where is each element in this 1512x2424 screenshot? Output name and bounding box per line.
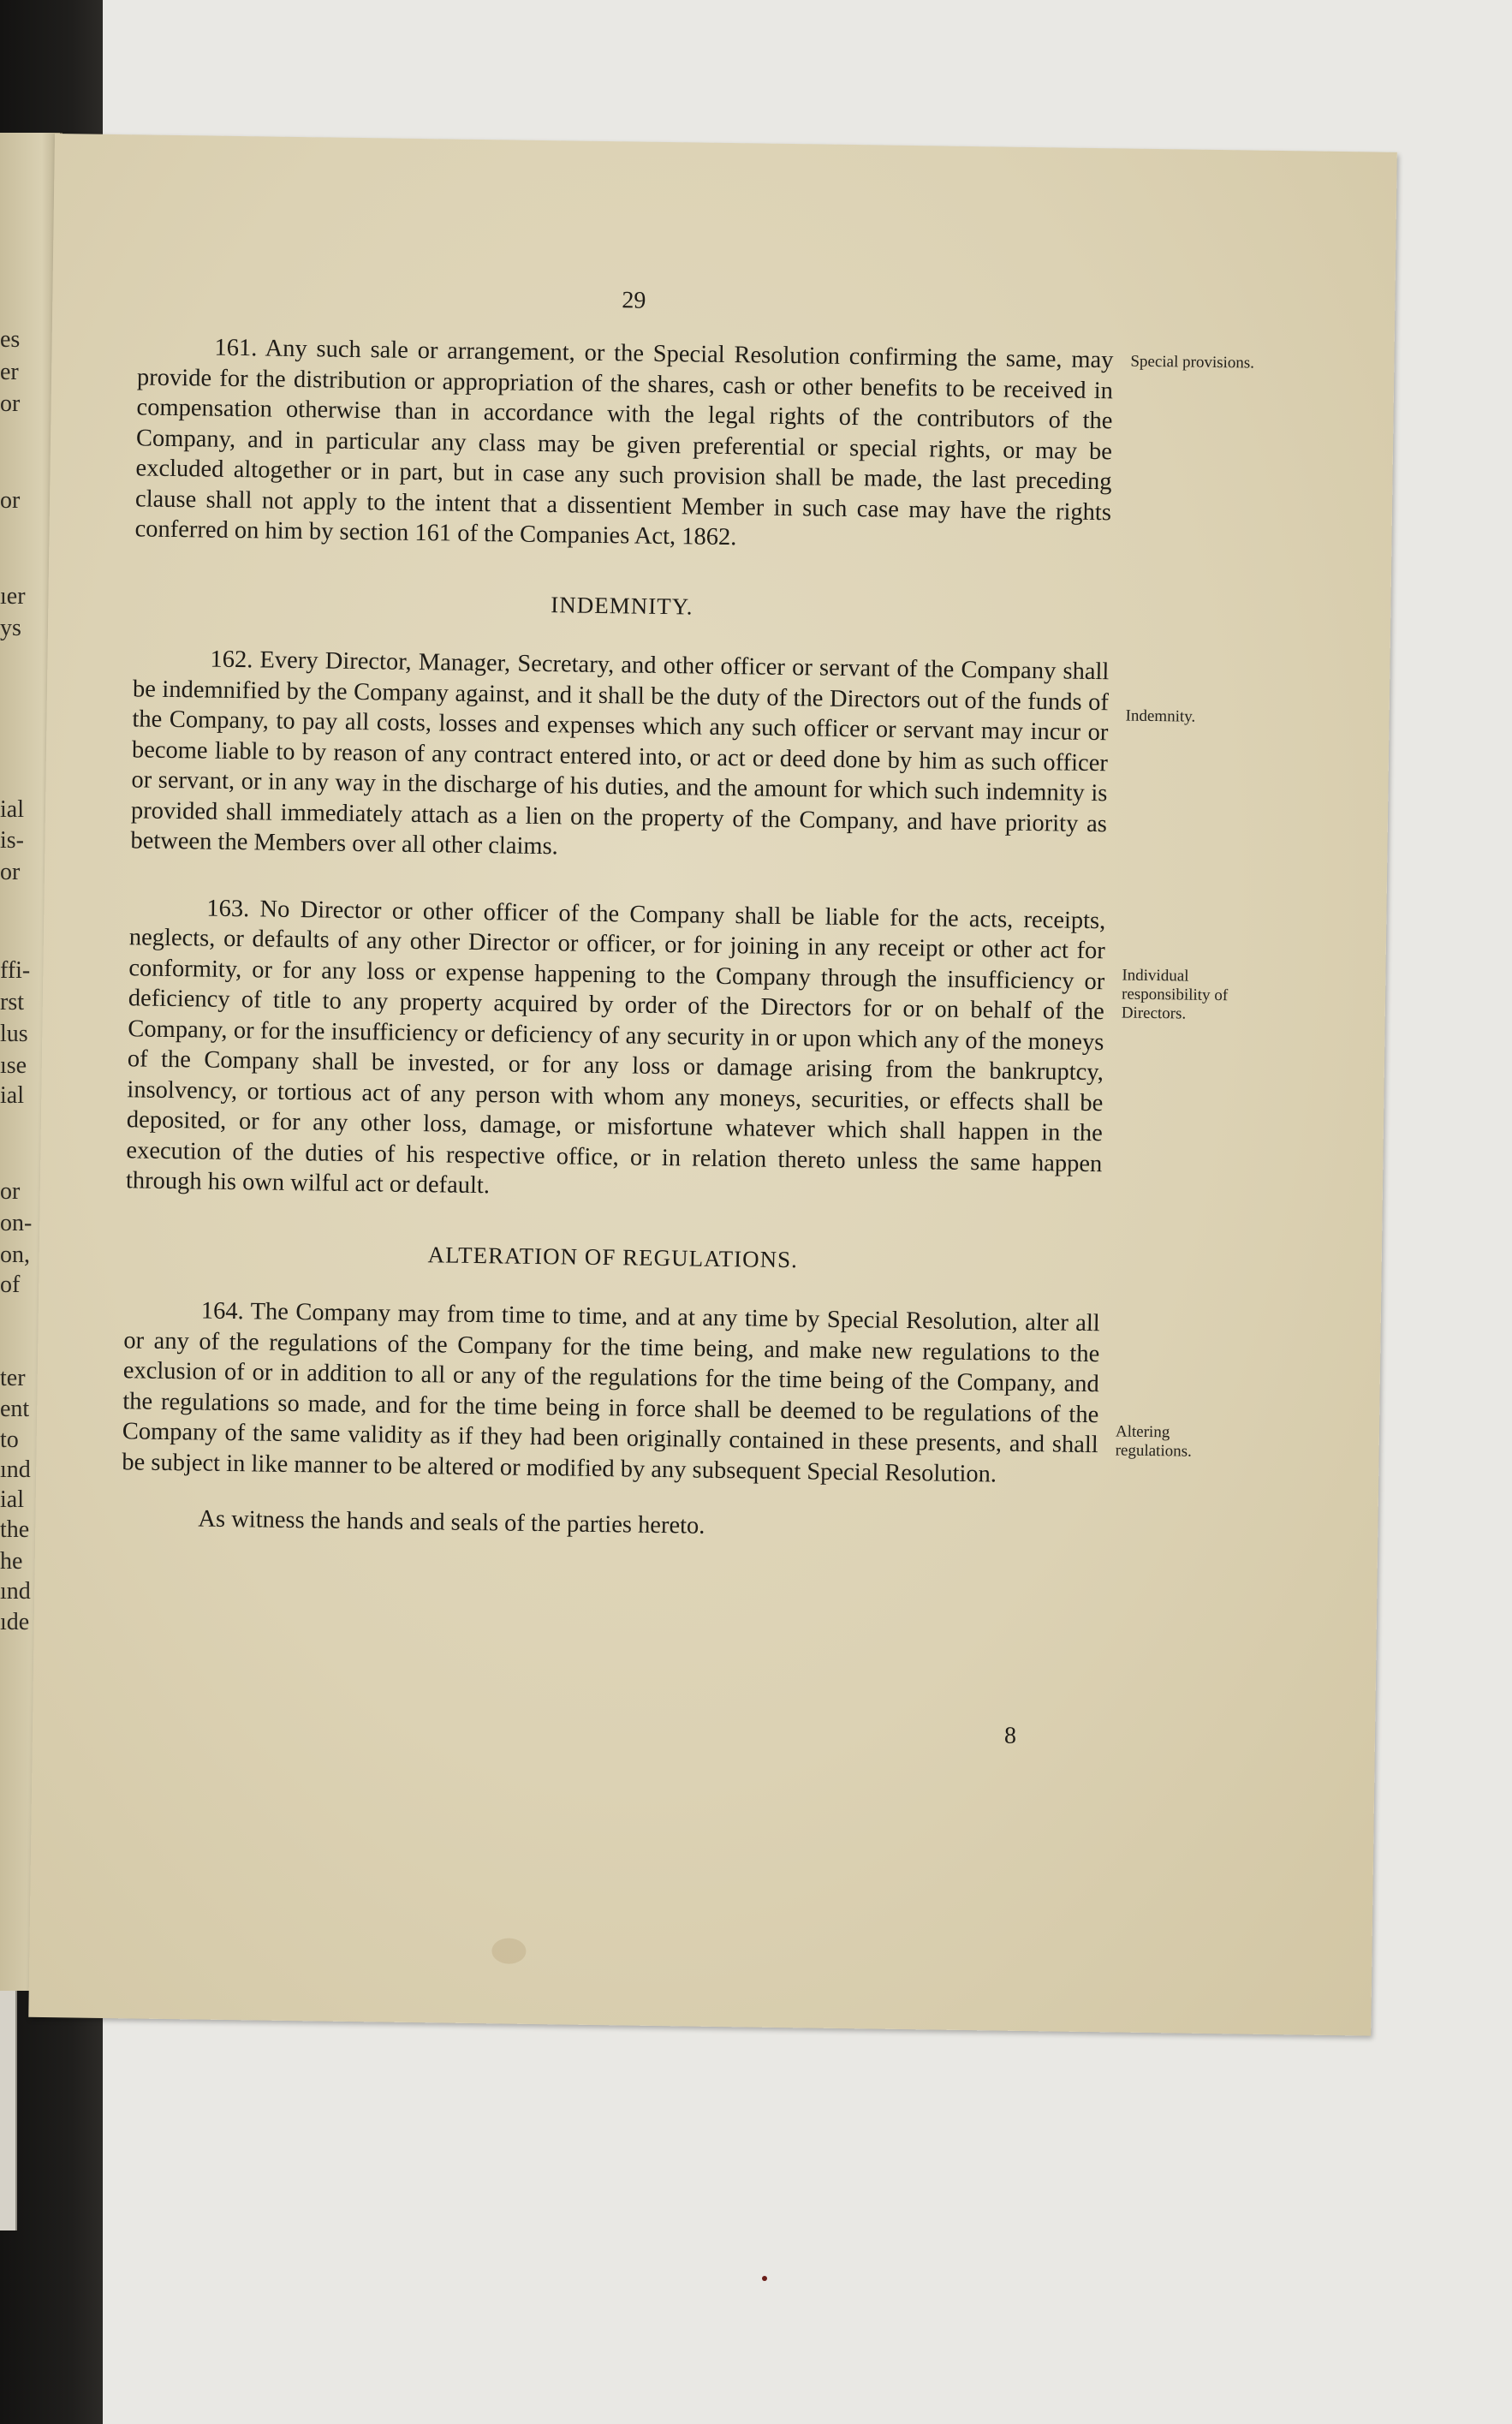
margin-fragment: ınd (0, 1580, 31, 1604)
clause-163: 163. No Director or other officer of the Company shall be liable for the acts, receipts, neglects, or defaults of any other Director or officer, or for joining in any receipt or other act for conformity, or for any loss or expense happening to the Company through the insufficiency or deficiency of title to any property acquired by order of the Directors for or on behalf of the Company, or for the insufficiency or deficiency of any security in or upon which any of the moneys of the Company shall be invested, or for any loss or damage arising from the bankruptcy, insolvency, or tortious act of any person with whom any moneys, securities, or effects shall be deposited, or for any other loss, damage, or misfortune whatever which shall happen in the execution of the duties of his respective office, or in relation thereto unless the same happen through his own wilful act or default. (125, 895, 1106, 1200)
margin-fragment: ent (0, 1397, 30, 1421)
margin-fragment: he (0, 1550, 23, 1574)
signature-mark: 8 (1003, 1722, 1017, 1749)
previous-page-lower-edge (0, 1991, 17, 2230)
margin-fragment: ıse (0, 1054, 27, 1078)
page-body (121, 331, 1113, 1546)
margin-fragment: to (0, 1428, 19, 1452)
margin-fragment: ınd (0, 1458, 31, 1482)
margin-fragment: er (0, 360, 19, 384)
margin-fragment: ial (0, 798, 24, 822)
margin-fragment: ial (0, 1488, 24, 1512)
margin-fragment: on- (0, 1212, 33, 1236)
document-page (28, 134, 1397, 2036)
margin-fragment: ıde (0, 1611, 30, 1635)
witness-line: As witness the hands and seals of the parties hereto. (198, 1505, 705, 1540)
clause-164: 164. The Company may from time to time, and at any time by Special Resolution, alter all or any of the regulations of the Company for the time being, and make new regulations to the exclusion of or in addition to all or any of the regulations for the time being of the Company, and the regulations so made, and for the time being in force shall be deemed to be regulations of the Company of the same validity as if they had been originally contained in these presents, and shall be subject in like manner to be altered or modified by any subsequent Special Resolution. (122, 1297, 1100, 1488)
margin-fragment: on, (0, 1243, 30, 1267)
margin-fragment: rst (0, 991, 24, 1015)
margin-fragment: or (0, 861, 21, 884)
margin-fragment: or (0, 392, 21, 416)
margin-fragment: ys (0, 616, 21, 640)
margin-fragment: ıer (0, 585, 26, 609)
scan-speck (762, 2276, 767, 2281)
section-heading-alteration: ALTERATION OF REGULATIONS. (427, 1241, 799, 1272)
section-heading-indemnity: INDEMNITY. (551, 591, 693, 619)
clause-161: 161. Any such sale or arrangement, or the Special Resolution confirming the same, may provide for the distribution or appropriation of the shares, cash or other benefits to be received in compensation otherwise than in accordance with the legal rights of the contributors of the Company, and in particular any class may be given preferential or special rights, or may be excluded altogether or in part, but in case any such provision shall be made, the last preceding clause shall not apply to the intent that a dissentient Member in such case may have the rights conferred on him by section 161 of the Companies Act, 1862. (134, 334, 1114, 551)
paper-stain (491, 1938, 526, 1964)
sidenote-altering-regulations: Altering regulations. (1115, 1422, 1192, 1461)
sidenote-special-provisions: Special provisions. (1130, 352, 1255, 372)
margin-fragment: lus (0, 1022, 28, 1046)
margin-fragment: or (0, 1180, 21, 1204)
margin-fragment: the (0, 1518, 30, 1542)
margin-fragment: is- (0, 829, 24, 853)
page-number: 29 (622, 287, 646, 314)
margin-fragment: or (0, 489, 21, 513)
margin-fragment: ter (0, 1367, 26, 1391)
margin-fragment: ial (0, 1084, 24, 1108)
sidenote-indemnity: Indemnity. (1125, 706, 1196, 726)
margin-fragment: es (0, 328, 21, 352)
clause-162: 162. Every Director, Manager, Secretary, and other officer or servant of the Company shall be indemnified by the Company against, and it shall be the duty of the Directors out of the funds of the Company, to pay all costs, losses and expenses which any such officer or servant may incur or become liable to by reason of any contract entered into, or act or deed done by him as such officer or servant, or in any way in the discharge of his duties, and the amount for which such indemnity is provided shall immediately attach as a lien on the property of the Company, and have priority as between the Members over all other claims. (130, 646, 1110, 861)
margin-fragment: of (0, 1273, 21, 1297)
sidenote-individual-responsibility: Individual responsibility of Directors. (1121, 966, 1229, 1023)
margin-fragment: ffi- (0, 959, 31, 983)
